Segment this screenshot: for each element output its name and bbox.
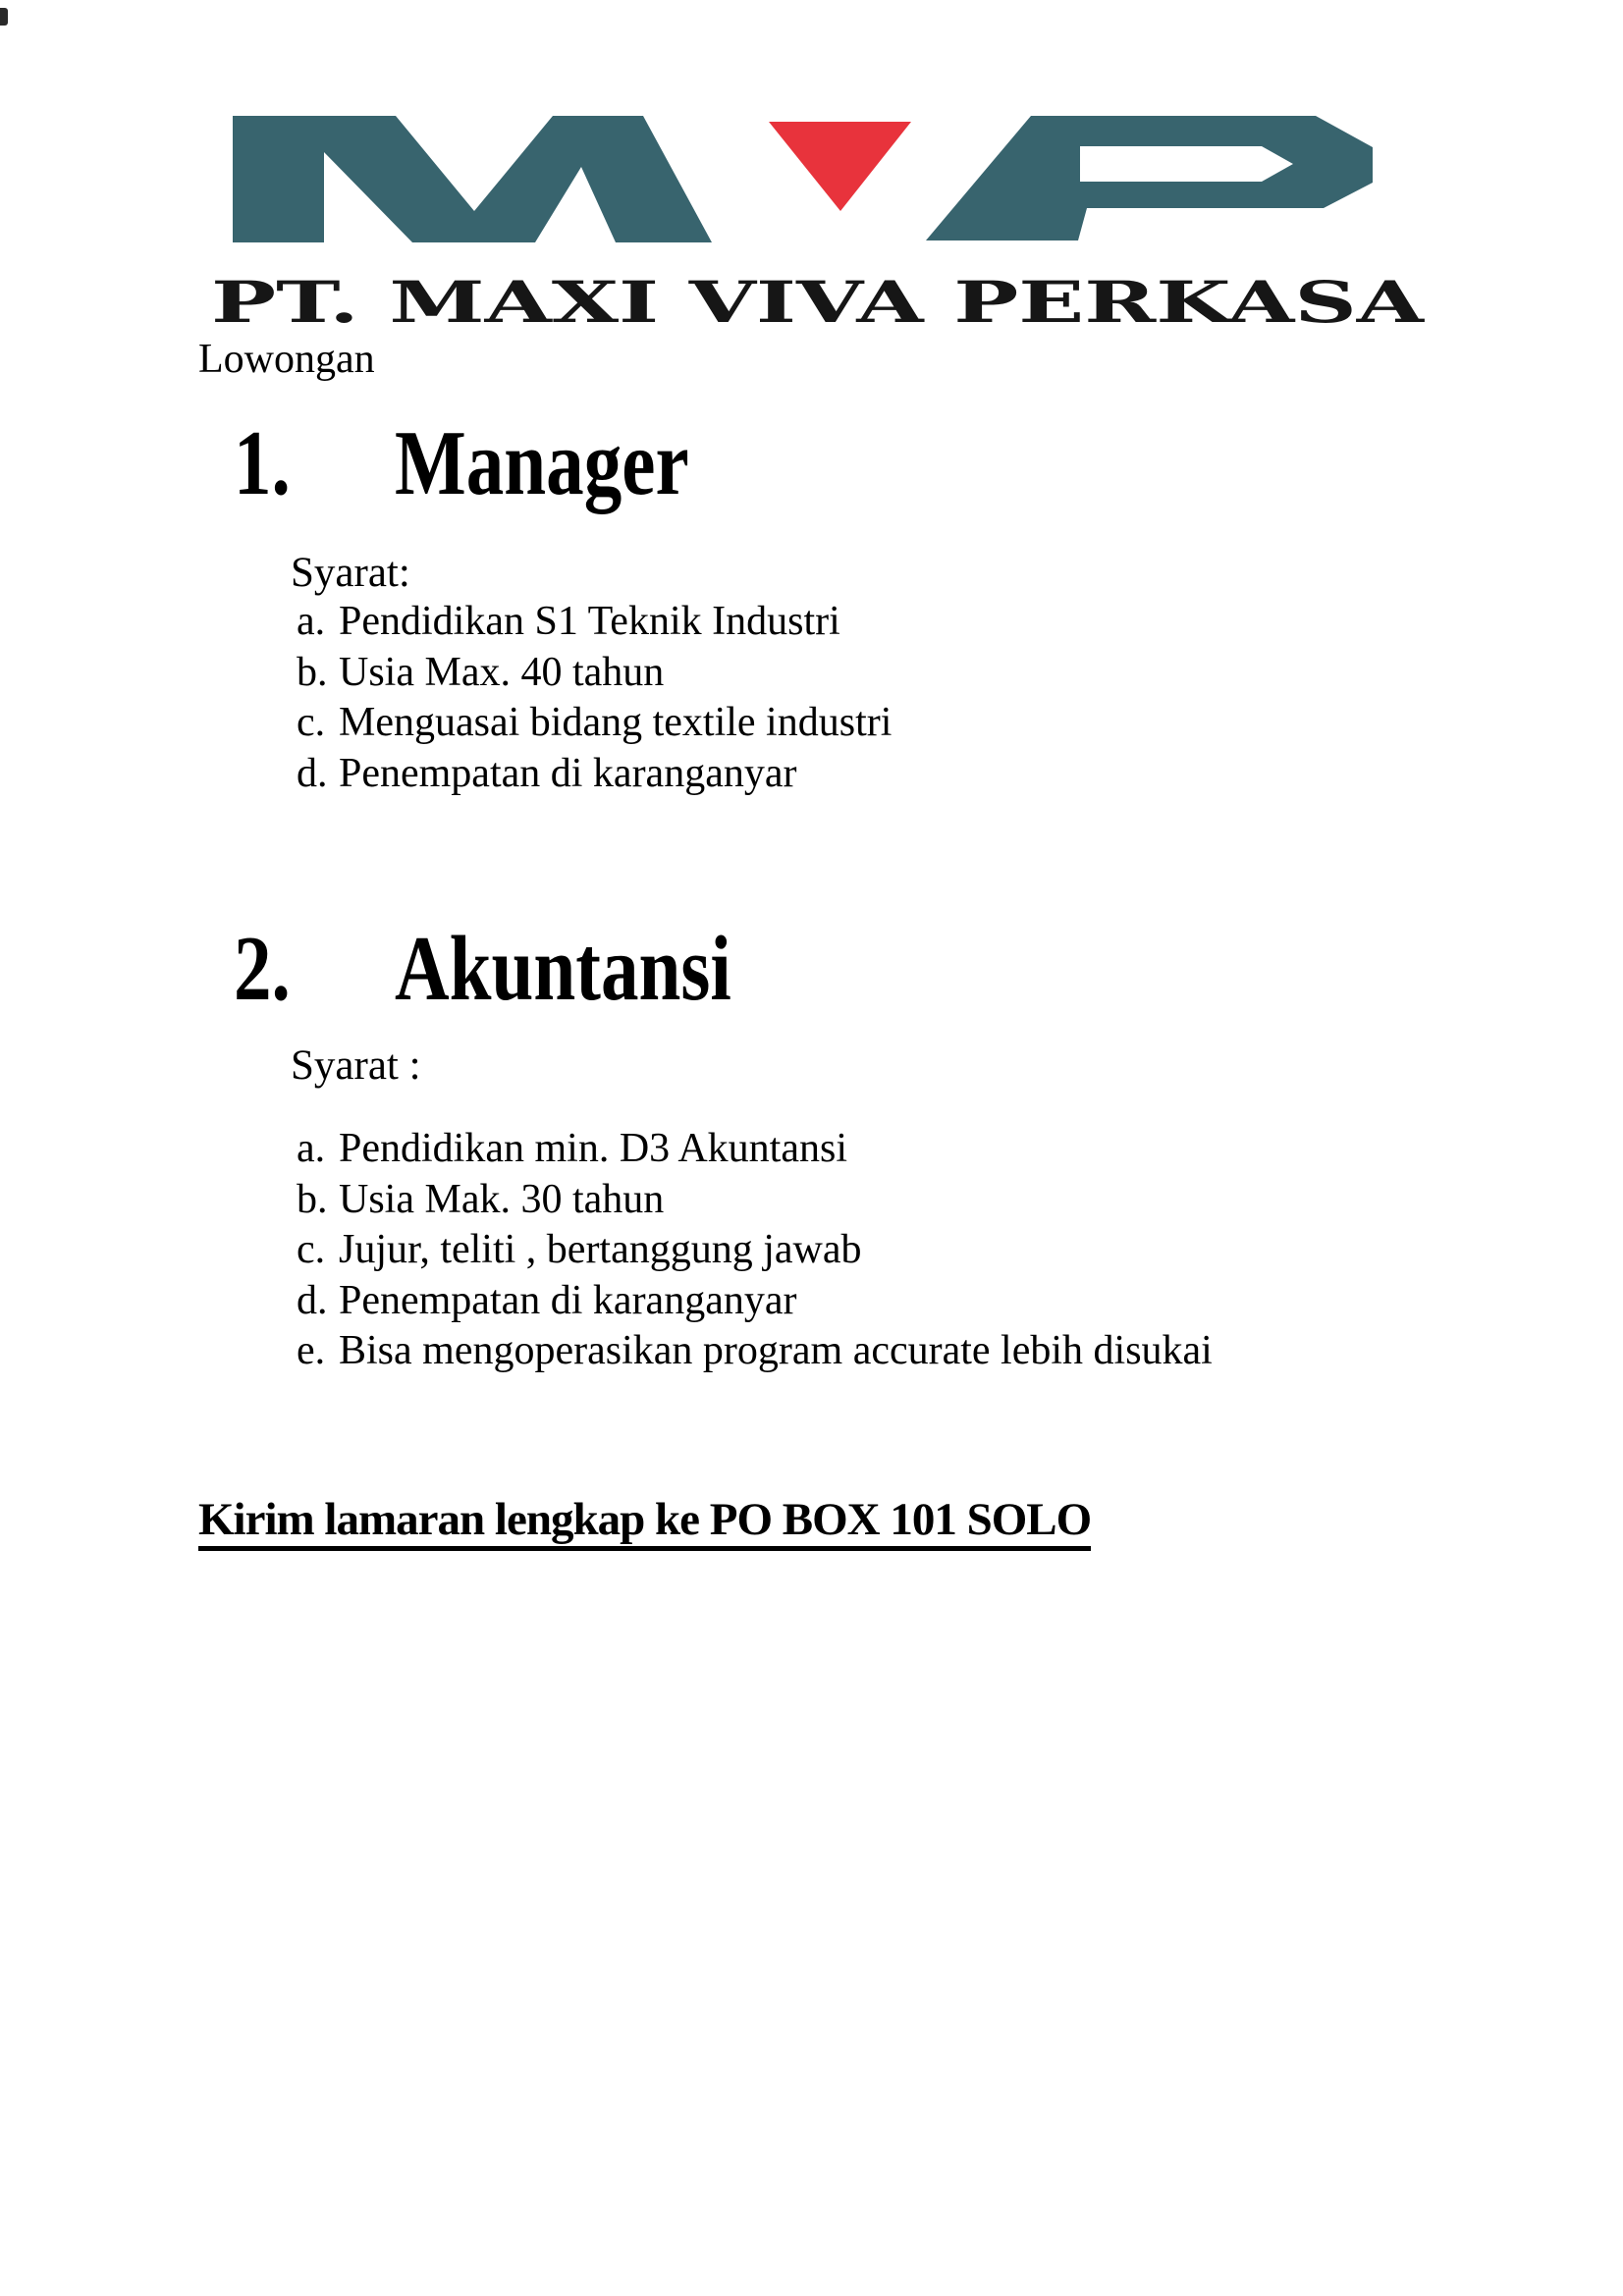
requirement-item: a. Pendidikan S1 Teknik Industri	[297, 599, 840, 644]
requirement-item: b. Usia Mak. 30 tahun	[297, 1176, 665, 1222]
job-1-syarat-label: Syarat:	[291, 550, 410, 596]
job-2-number: 2.	[234, 918, 291, 1020]
requirement-item: d. Penempatan di karanganyar	[297, 750, 797, 796]
job-2-title: Akuntansi	[395, 918, 731, 1020]
job-1-requirements	[297, 597, 892, 799]
requirement-item: a. Pendidikan min. D3 Akuntansi	[297, 1126, 847, 1171]
job-1-heading	[234, 412, 689, 514]
scan-artifact	[0, 8, 8, 26]
requirement-item: e. Bisa mengoperasikan program accurate lebih disukai	[297, 1328, 1213, 1373]
logo-letter-v-triangle	[769, 122, 911, 211]
job-1-number: 1.	[234, 412, 291, 514]
company-name: PT. MAXI VIVA PERKASA	[211, 269, 1426, 334]
job-2-requirements	[297, 1124, 1213, 1377]
intro-label: Lowongan	[198, 337, 375, 382]
company-logo	[196, 108, 1443, 334]
application-instruction	[198, 1494, 1092, 1551]
job-2-syarat-label: Syarat :	[291, 1042, 421, 1089]
requirement-item: c. Menguasai bidang textile industri	[297, 700, 893, 745]
logo-letter-m	[233, 116, 712, 242]
application-instruction-text: Kirim lamaran lengkap ke PO BOX 101 SOLO	[198, 1497, 1091, 1551]
job-1-title: Manager	[395, 412, 689, 514]
logo-letter-p	[926, 116, 1373, 240]
requirement-item: d. Penempatan di karanganyar	[297, 1277, 797, 1323]
requirement-item: b. Usia Max. 40 tahun	[297, 649, 665, 695]
job-2-heading	[234, 918, 731, 1020]
requirement-item: c. Jujur, teliti , bertanggung jawab	[297, 1227, 862, 1272]
